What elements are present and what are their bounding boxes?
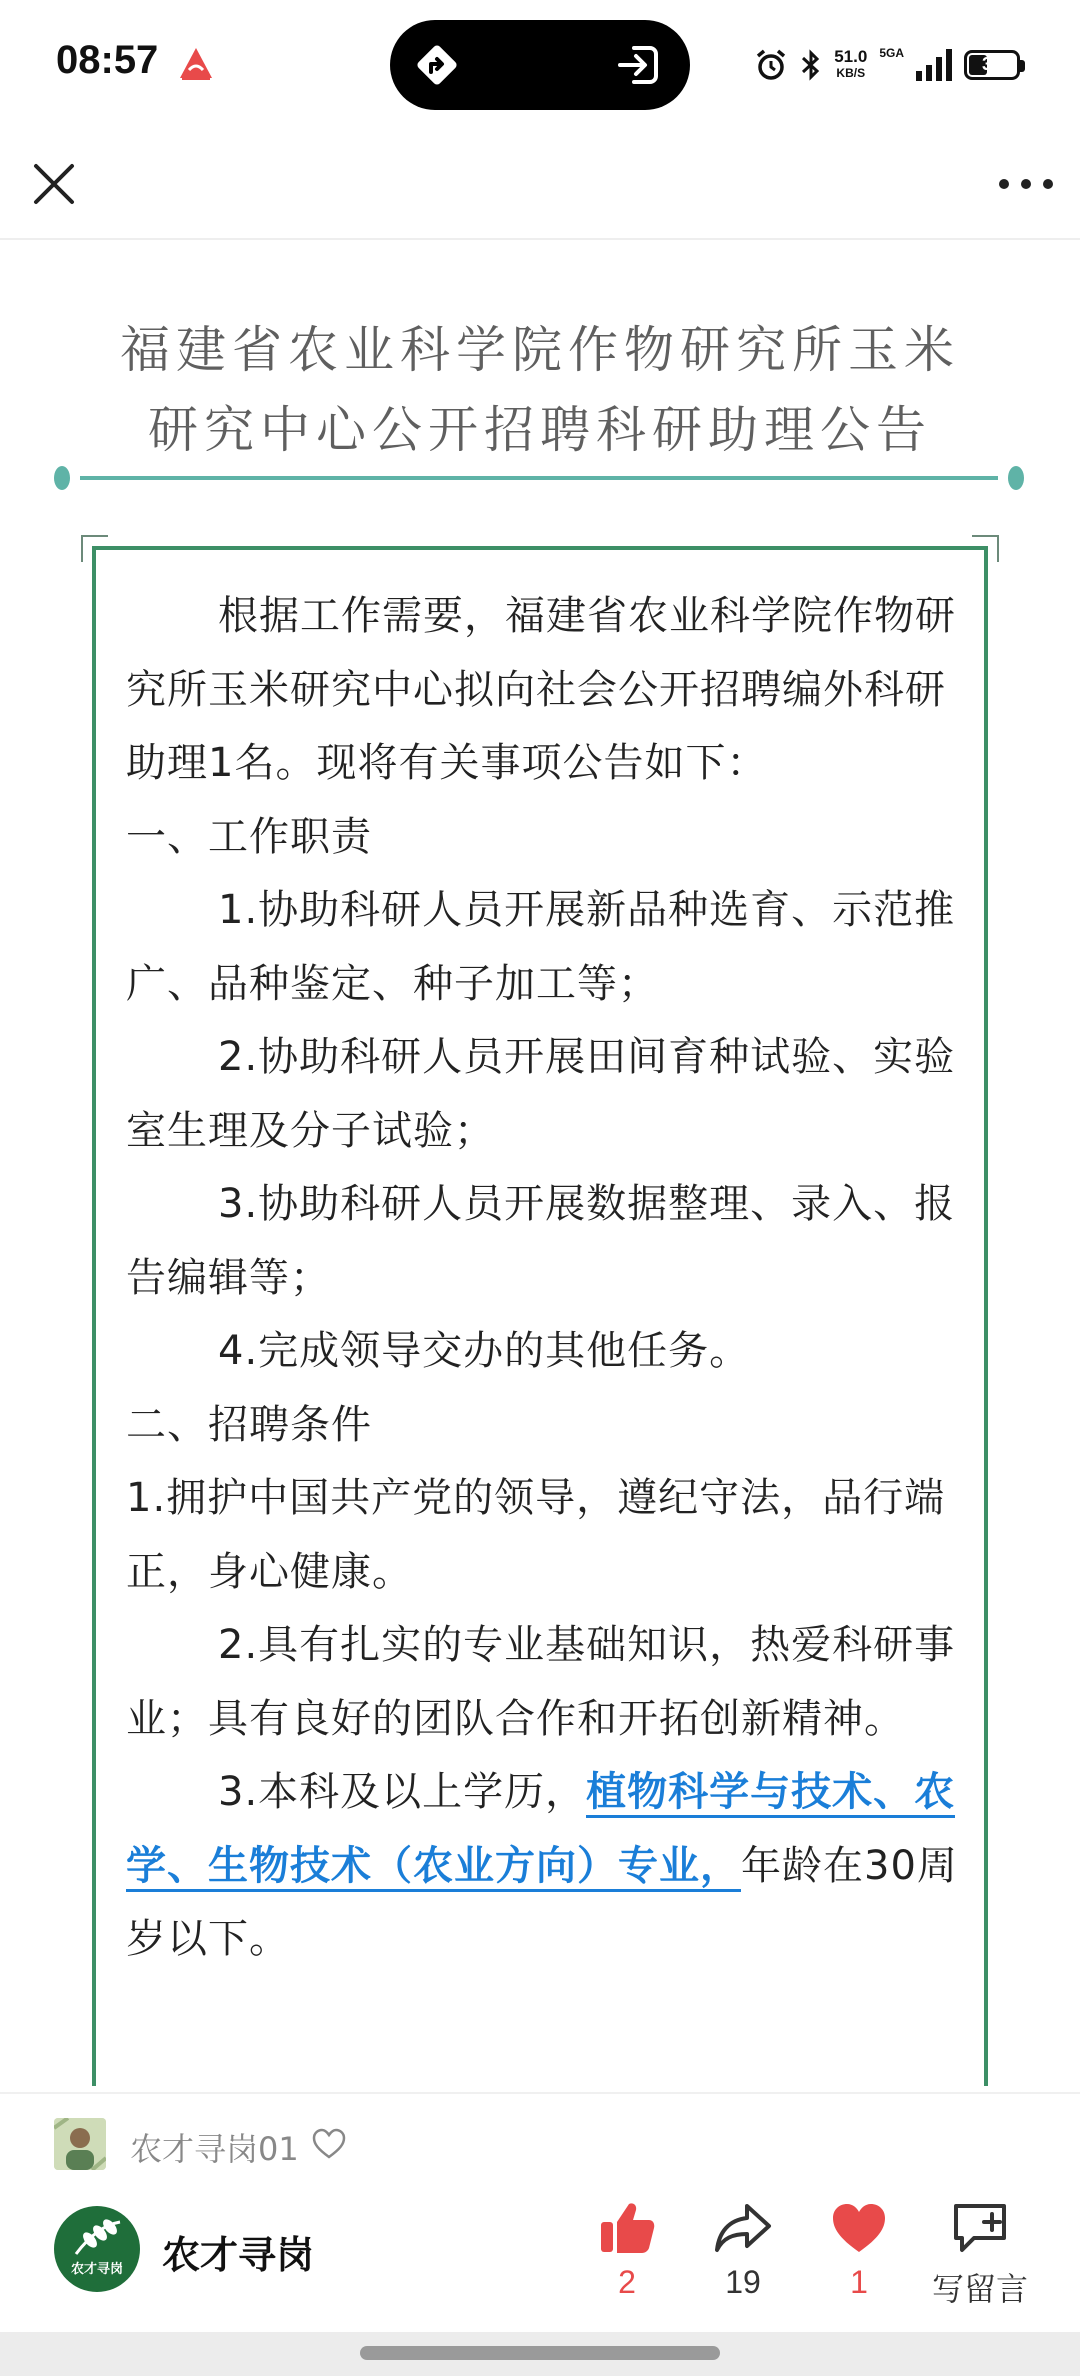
brand-logo[interactable] [54,2206,140,2292]
favorite-count: 1 [850,2264,868,2300]
dynamic-island[interactable] [390,20,690,110]
home-indicator[interactable] [360,2346,720,2360]
avatar-image [54,2118,106,2170]
logo-text: 农才寻岗 [70,2262,123,2277]
article-top-bar [0,128,1080,240]
intro-paragraph: 根据工作需要，福建省农业科学院作物研究所玉米研究中心拟向社会公开招聘编外科研助理1名。现将有关事项公告如下： [126,593,956,786]
article-title-line-2: 研究中心公开招聘科研助理公告 [148,401,932,459]
like-button[interactable] [572,2200,682,2301]
requirement-item-1: 1.拥护中国共产党的领导，遵纪守法，品行端正，身心健康。 [126,1475,946,1595]
close-icon[interactable] [26,156,82,212]
like-count: 2 [618,2264,636,2300]
article-content-box [92,546,988,2086]
duty-item-3: 3.协助科研人员开展数据整理、录入、报告编辑等； [126,1181,956,1301]
network-speed-value: 51.0 [834,47,868,66]
author-row[interactable] [0,2092,1080,2194]
bottom-action-bar [0,2192,1080,2332]
requirement-item-2: 2.具有扎实的专业基础知识，热爱科研事业；具有良好的团队合作和开拓创新精神。 [126,1622,956,1742]
write-comment-label: 写留言 [931,2271,1028,2307]
battery-level: 35 [981,54,1003,74]
status-bar [0,0,1080,128]
title-divider [54,466,1024,490]
author-name[interactable]: 农才寻岗01 [130,2130,299,2168]
wheat-icon [54,2206,140,2292]
bluetooth-icon [800,48,822,82]
network-speed [834,49,867,81]
account-name[interactable]: 农才寻岗 [162,2233,315,2277]
requirement-3-suffix: 年龄在30周岁以下。 [126,1842,958,1962]
alarm-icon [754,48,788,82]
app-notification-icon [176,44,216,84]
share-count: 19 [725,2264,761,2300]
network-speed-unit: KB/S [836,66,866,80]
major-highlight-link[interactable]: 植物科学与技术、农学、生物技术（农业方向）专业， [126,1769,955,1892]
section-heading-duties: 一、工作职责 [126,813,372,860]
requirement-item-3 [126,1756,964,1977]
network-type-label: 5GA [879,46,904,60]
status-icons [754,40,1020,90]
battery-icon [964,50,1020,80]
duty-item-4: 4.完成领导交办的其他任务。 [218,1328,751,1374]
comment-add-icon [950,2200,1010,2256]
heart-icon [829,2200,889,2256]
favorite-button[interactable] [804,2200,914,2301]
system-nav-bar [0,2332,1080,2376]
share-icon [713,2200,773,2256]
status-time: 08:57 [56,38,159,82]
follow-heart-icon[interactable] [312,2128,346,2160]
share-button[interactable] [688,2200,798,2301]
requirement-3-prefix: 3.本科及以上学历， [218,1769,587,1815]
article-title-line-1: 福建省农业科学院作物研究所玉米 [120,321,960,379]
author-avatar[interactable] [54,2118,106,2170]
signal-icon [916,49,952,81]
duty-item-1: 1.协助科研人员开展新品种选育、示范推广、品种鉴定、种子加工等； [126,887,956,1007]
write-comment-button[interactable] [920,2200,1040,2310]
navigation-icon [412,40,462,90]
more-options-icon[interactable] [994,162,1058,206]
duty-item-2: 2.协助科研人员开展田间育种试验、实验室生理及分子试验； [126,1034,956,1154]
section-heading-requirements: 二、招聘条件 [126,1401,372,1448]
thumbs-up-icon [597,2200,657,2256]
enter-icon [614,40,664,90]
